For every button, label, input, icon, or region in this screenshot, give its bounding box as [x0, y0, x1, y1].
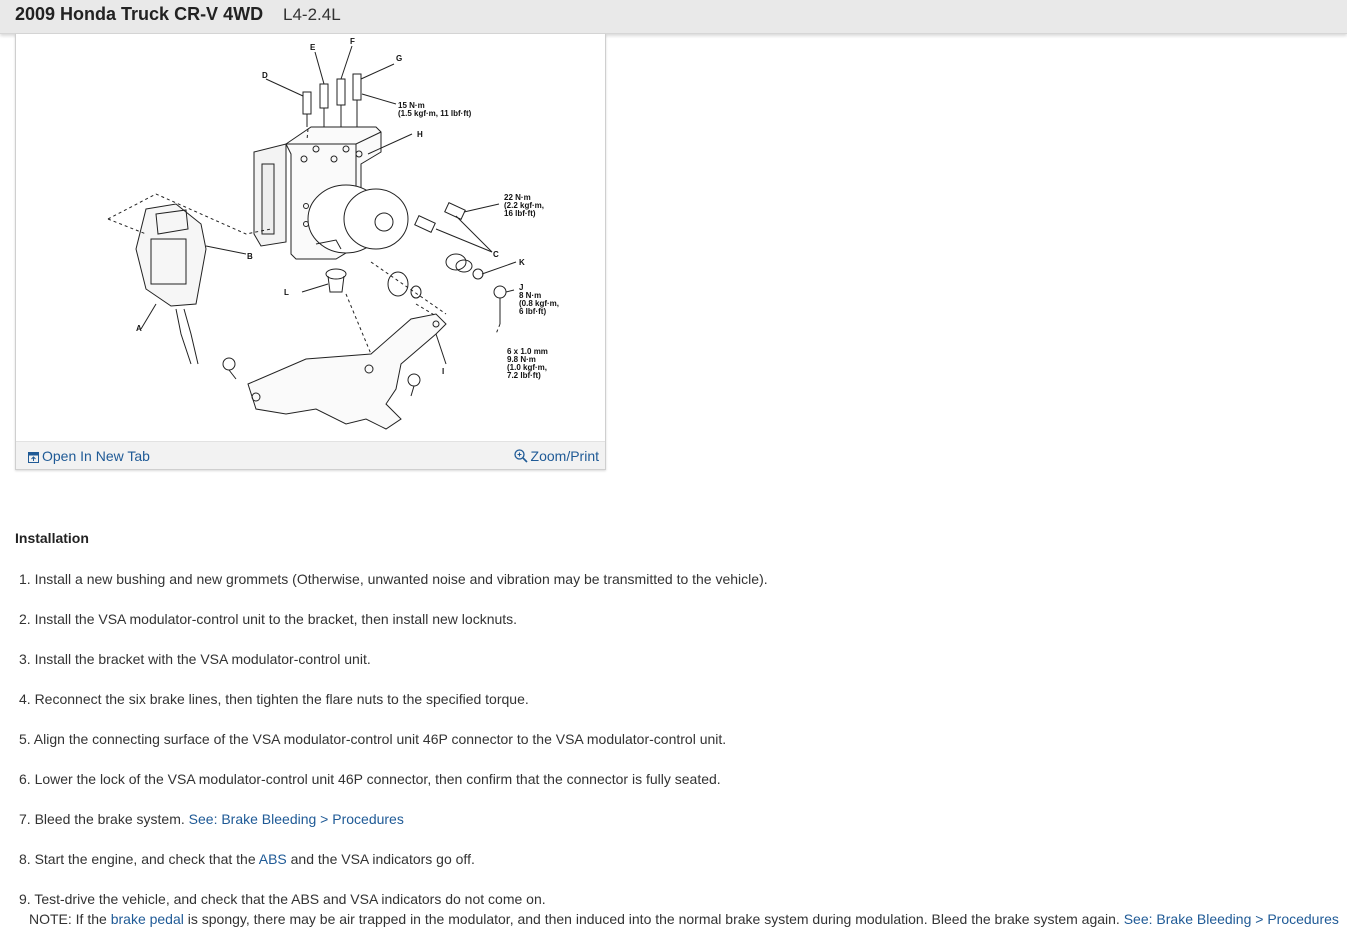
- open-in-new-tab-label: Open In New Tab: [42, 448, 150, 464]
- step-8-text-pre: 8. Start the engine, and check that the: [19, 851, 256, 867]
- torque-8-line2: (0.8 kgf·m,: [519, 299, 560, 308]
- step-7: [19, 811, 404, 827]
- bolt-spec-line3: (1.0 kgf·m,: [507, 363, 548, 372]
- callout-i: I: [442, 367, 445, 376]
- bolt-spec-line2: 9.8 N·m: [507, 355, 536, 364]
- bolt-spec-line4: 7.2 lbf·ft): [507, 371, 541, 380]
- torque-22-line3: 16 lbf·ft): [504, 209, 536, 218]
- page-header: [0, 0, 1347, 34]
- step-9: 9. Test-drive the vehicle, and check that the ABS and VSA indicators do not come on.: [19, 891, 546, 907]
- callout-a: A: [136, 324, 142, 333]
- bolt-spec-line1: 6 x 1.0 mm: [507, 347, 548, 356]
- figure-container: [15, 34, 606, 470]
- zoom-print-label: Zoom/Print: [530, 448, 599, 464]
- step-8: [19, 851, 475, 867]
- callout-j: J: [519, 283, 524, 292]
- step-1: 1. Install a new bushing and new grommets (Otherwise, unwanted noise and vibration may be transmitted to the vehicle).: [19, 571, 768, 587]
- callout-b: B: [247, 252, 253, 261]
- torque-22-line2: (2.2 kgf·m,: [504, 201, 545, 210]
- torque-22-line1: 22 N·m: [504, 193, 531, 202]
- brake-bleeding-link-2[interactable]: See: Brake Bleeding > Procedures: [1123, 911, 1339, 927]
- callout-d: D: [262, 71, 268, 80]
- brake-bleeding-link[interactable]: See: Brake Bleeding > Procedures: [188, 811, 404, 827]
- open-tab-icon: [28, 452, 39, 463]
- open-in-new-tab-link[interactable]: [28, 448, 150, 464]
- brake-pedal-link[interactable]: brake pedal: [110, 911, 184, 927]
- step-6: 6. Lower the lock of the VSA modulator-control unit 46P connector, then confirm that the connector is fully seated.: [19, 771, 721, 787]
- note-text-mid: is spongy, there may be air trapped in the modulator, and then induced into the normal brake system during modulation. Bleed the brake system again.: [187, 911, 1120, 927]
- zoom-print-link[interactable]: [514, 448, 599, 464]
- step-3: 3. Install the bracket with the VSA modulator-control unit.: [19, 651, 371, 667]
- callout-f: F: [350, 37, 355, 46]
- abs-link[interactable]: ABS: [258, 851, 287, 867]
- engine-label: L4-2.4L: [283, 5, 341, 24]
- zoom-icon: [514, 449, 528, 463]
- step-2: 2. Install the VSA modulator-control unit to the bracket, then install new locknuts.: [19, 611, 518, 627]
- torque-15-line2: (1.5 kgf·m, 11 lbf·ft): [398, 109, 472, 118]
- page-title: 2009 Honda Truck CR-V 4WD: [15, 4, 264, 24]
- torque-8-line3: 6 lbf·ft): [519, 307, 547, 316]
- step-5: 5. Align the connecting surface of the VSA modulator-control unit 46P connector to the VSA modulator-control unit.: [19, 731, 727, 747]
- callout-l: L: [284, 288, 289, 297]
- torque-8-line1: 8 N·m: [519, 291, 542, 300]
- callout-g: G: [396, 54, 403, 63]
- callout-h: H: [417, 130, 423, 139]
- figure-footer: [16, 441, 605, 469]
- torque-15-line1: 15 N·m: [398, 101, 425, 110]
- note: [29, 911, 1339, 927]
- callout-e: E: [310, 43, 316, 52]
- step-7-text: 7. Bleed the brake system.: [19, 811, 185, 827]
- installation-heading: Installation: [15, 530, 89, 546]
- step-4: 4. Reconnect the six brake lines, then tighten the flare nuts to the specified torque.: [19, 691, 529, 707]
- callout-c: C: [493, 250, 499, 259]
- note-text-pre: NOTE: If the: [29, 911, 107, 927]
- callout-k: K: [519, 258, 525, 267]
- step-8-text-post: and the VSA indicators go off.: [290, 851, 475, 867]
- abs-modulator-diagram: [16, 34, 605, 441]
